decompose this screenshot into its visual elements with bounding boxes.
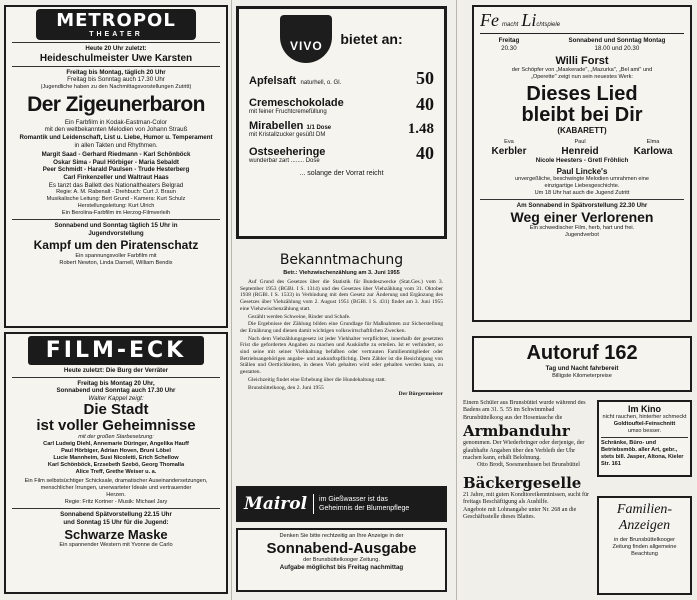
sonn-line: Aufgabe möglichst bis Freitag nachmittag [279,564,404,571]
familien-anzeigen-ad [597,496,692,595]
notice-paragraph: Nach dem Viehzählungsgesetz ist jeder Viehhalter verpflichtet, innerhalb der gesetzten Frist die geforderten Angaben zu machen und Auskünfte zu erteilen. Ist er verhindert, so sind seine mit seiner Viehhaltung befaßten oder vertrauten Familienmitglieder oder Betriebsangehörigen angabe- und auskunftspflichtig. Dem Zähler ist die Besichtigung von Ställen und Oertlichkeiten, in denen Vieh gehalten wird oder gehalten werden kann, zu gestatten. [240,335,443,376]
feli-logo [480,10,684,34]
vivo-item-qty: 1/1 Dose [306,125,332,131]
feli-line: einzigartige Liebesgeschichte. [544,182,620,189]
metropol-line: in allen Takten und Rhythmen. [74,141,158,149]
filmeck-name: FILM-ECK [45,338,187,363]
column-divider-left [231,0,232,600]
filmeck-line: Regie: Fritz Kortner - Musik: Michael Jary [64,499,168,506]
metropol-cast: Carl Finkenzeller und Waltraut Haas [63,173,169,181]
classified-text: Angebote mit Lohnangabe unter Nr. 268 an die Geschäftsstelle dieses Blattes. [463,506,577,521]
metropol-feature: Heideschulmeister Uwe Karsten [39,52,193,64]
feli-line: Am Sonnabend in Spätvorstellung 22.30 Uhr [516,201,648,209]
filmeck-line: Sonnabend und Sonntag auch 17.30 Uhr [56,387,176,395]
classified-heading: Bäckergeselle [463,473,582,492]
filmeck-line: Walter Kappel zeigt: [88,394,144,402]
feli-logo-part: Li [521,10,537,30]
mairol-ad [236,486,447,522]
kino-line: Schränke, Büro- und Betriebsmöb. aller Art, gebr., stets bill. Jasper, Altona, Kieler Str. 161 [601,440,684,467]
metropol-line: (Jugendliche haben zu den Nachmittagsvorstellungen Zutritt) [40,83,192,90]
metropol-line: Freitag bis Sonntag auch 17.30 Uhr [67,76,165,84]
notice-paragraph: Gezählt werden Schweine, Rinder und Schafe. [248,313,351,320]
vivo-item-price: 40 [416,94,434,114]
classified-heading: Armbanduhr [463,422,570,441]
metropol-line: Herstellungsleitung: Kurt Ulrich [77,203,155,210]
vivo-item-name: Mirabellen [249,120,304,132]
feli-lichtspiele-ad [472,5,692,322]
vivo-item-price: 1.48 [407,121,434,137]
notice-date: Brunsbüttelkoog, den 2. Juni 1955 [248,384,324,391]
classified-text: genommen. Der Wiederbringer oder derjenige, der glaubhafte Angaben über den Verbleib der Uhr machen kann, erhält Belohnung. [463,440,585,462]
kino-line: nicht rauchen, hinterher schmeckt [602,414,687,420]
familien-line: in der Brunsbüttelkooger [614,537,675,543]
vivo-item-sub: mit feiner Fruchtcremefüllung [249,109,327,115]
autoruf-line: Billigste Kilometerpreise [552,372,612,379]
sonn-title: Sonnabend-Ausgabe [266,540,417,557]
vivo-ad [236,6,447,239]
mairol-brand: Mairol [238,494,314,514]
feli-line: Um 18 Uhr hat auch die Jugend Zutritt [534,189,630,196]
notice-paragraph: Gleichzeitig findet eine Erhebung über die Hundehaltung statt. [248,376,387,383]
vivo-item [239,68,444,89]
metropol-line: Freitag bis Montag, täglich 20 Uhr [66,68,166,76]
filmeck-cast: Lucie Mannheim, Susi Nicoletti, Erich Schellow [53,455,179,462]
vivo-item [239,143,444,164]
vivo-item-sub: wunderbar zart ........ Dose [249,158,320,164]
filmeck-banner [28,336,204,365]
metropol-line: Musikalische Leitung: Bert Grund - Kamera: Kurt Schulz [46,196,186,203]
feli-cast-last: Kerbler [491,146,527,158]
feli-line: unvergeßliche, beschwingte Melodien umrahmen eine [514,175,649,182]
feli-line: Nicole Heesters - Gretl Fröhlich [535,157,629,165]
filmeck-line: Sonnabend Spätvorstellung 22.15 Uhr [60,511,172,519]
metropol-line: Romantik und Leidenschaft, List u. Liebe, Humor u. Temperament [19,133,213,141]
classified-text: Otto Brodt, Soesmenhusen bei Brunsbüttel [477,462,580,469]
kino-title: Im Kino [628,404,661,414]
mairol-claim: im Gießwasser ist das [319,496,388,503]
metropol-cast: Oskar Sima - Paul Hörbiger - Maria Sebaldt [53,158,179,166]
vivo-footer: ... solange der Vorrat reicht [299,170,384,177]
notice-signature: Der Bürgermeister [398,391,443,398]
classifieds-column [463,400,594,595]
autoruf-title: Autoruf 162 [526,342,638,364]
sonnabend-ausgabe-ad [236,528,447,592]
metropol-subtitle: THEATER [89,31,143,38]
filmeck-line: und Sonntag 15 Uhr für die Jugend: [63,518,169,526]
feli-day: Freitag [498,37,520,44]
vivo-tagline: bietet an: [340,31,403,47]
feli-logo-part: chtspiele [536,22,561,28]
sonn-line: der Brunsbüttelkooger Zeitung. [303,557,380,563]
vivo-item [239,120,444,138]
vivo-item-sub: naturhell, o. Gl. [300,80,342,86]
feli-cast-first: Eva [504,139,514,146]
metropol-title-2: Kampf um den Piratenschatz [33,238,199,253]
column-divider-right [456,0,457,600]
feli-title: Dieses Lied [526,83,638,106]
feli-line: der Schöpfer von „Maskerade", „Mazurka", „Bel ami" und [511,67,653,74]
feli-logo-part: Fe [480,10,499,30]
filmeck-title: ist voller Geheimnisse [36,417,196,435]
classified-text: Einem Schüler aus Brunsbüttel wurde während des Badens am 31. 5. 55 im Schwimmbad Brunsbüttelkoog aus der Hosentasche die [463,400,586,421]
metropol-banner [36,9,196,40]
feli-time: 18.00 und 20.30 [594,44,640,52]
vivo-item-name: Ostseeheringe [249,146,326,158]
metropol-line: Ein Berolina-Farbfilm im Herzog-Filmverleih [61,210,171,217]
vivo-item-price: 40 [416,143,434,163]
metropol-cast: Peer Schmidt - Harald Paulsen - Trude Hesterberg [42,166,190,174]
filmeck-title: Die Stadt [83,401,149,419]
metropol-line: Sonnabend und Sonntag täglich 15 Uhr in [54,222,178,230]
kino-line: Goldtouftel-Feinschnitt [613,421,676,427]
kino-line: umso besser. [627,428,662,434]
familien-line: Zeitung finden allgemeine [612,544,677,550]
filmeck-line: Heute zuletzt: Die Burg der Verräter [63,367,169,374]
filmeck-cast: Carl Ludwig Diehl, Annemarie Düringer, Angelika Hauff [43,441,189,448]
feli-line: „Operette" zeigt nun sein neuestes Werk: [530,74,633,81]
feli-line: Paul Lincke's [556,166,608,176]
vivo-brand: VIVO [290,39,323,53]
feli-title: bleibt bei Dir [521,104,643,127]
feli-cast-first: Elma [646,139,660,146]
filmeck-line: mit der großen Starbesetzung: [78,434,154,441]
metropol-line: Jugendvorstellung [88,229,144,237]
vivo-shield-logo [280,15,332,63]
feli-cast-first: Paul [574,139,586,146]
filmeck-cast: Karl Schönböck, Erzsebeth Szebö, Georg Thomalla [47,462,185,469]
notice-subject: Betr.: Viehzwischenzählung am 3. Juni 1955 [283,270,400,276]
filmeck-ad [4,332,228,594]
autoruf-ad [472,336,692,392]
metropol-line: Ein Farbfilm in Kodak-Eastman-Color [64,118,168,126]
filmeck-title-3: Schwarze Maske [64,526,168,542]
autoruf-line: Tag und Nacht fahrbereit [545,365,619,372]
feli-logo-part: macht [501,22,519,28]
filmeck-line: Ein spannender Western mit Yvonne de Carlo [59,541,173,548]
metropol-title: Der Zigeunerbaron [27,92,205,116]
notice-paragraph: Die Ergebnisse der Zählung bilden eine Grundlage für Maßnahmen zur Sicherstellung der Ernährung und dienen damit wichtigen volkswirtschaftlichen Zwecken. [240,321,443,334]
im-kino-ad [597,400,692,477]
filmeck-cast: Paul Hörbiger, Adrian Hoven, Bruni Löbel [61,448,171,455]
metropol-line: Ein spannungsvoller Farbfilm mit [75,253,157,260]
notice-paragraph: Auf Grund des Gesetzes über die Statistik für Bundeszwecke (Stat.Ges.) vom 3. September 1953 (BGBl. I S. 1314) und des Gesetzes über Viehzählung vom 31. Oktober 1938 (RGBl. I S. 1533) in Verbindung mit dem Gesetz zur Änderung und Ergänzung des Gesetzes über Viehzählung vom 2. August 1951 (BGBl. I S. 431) findet am 3. Juni 1955 eine Viehzwischenzählung statt. [240,279,443,312]
familien-title: Familien- [616,502,673,517]
filmeck-line: menschlicher Irrungen, unerwarteter Ideale und vertrauender [40,485,192,492]
vivo-item-name: Apfelsaft [249,75,297,87]
familien-line: Beachtung [631,551,658,557]
mairol-claim: Geheimnis der Blumenpflege [319,505,410,512]
feli-star: Willi Forst [555,55,609,68]
feli-day: Sonnabend und Sonntag Montag [568,37,666,44]
vivo-item-price: 50 [416,68,434,88]
feli-line: Jugendverbot [565,232,599,239]
bekanntmachung-notice [236,246,447,479]
vivo-item [239,94,444,115]
metropol-line: Regie: A. M. Rabenalt - Drehbuch: Curt J. Braun [56,189,176,196]
feli-subtitle: (KABARETT) [557,126,607,136]
feli-title-3: Weg einer Verlorenen [510,209,654,226]
filmeck-cast: Alice Treff, Grethe Weiser u. a. [75,469,157,476]
feli-cast-last: Karlowa [633,146,673,158]
notice-title: Bekanntmachung [279,252,404,268]
vivo-item-sub: mit Kristallzucker gesüßt DM [249,132,326,138]
metropol-ad [4,5,228,328]
metropol-cast: Margit Saad - Gerhard Riedmann - Karl Schönböck [41,151,191,159]
feli-time: 20.30 [501,44,517,52]
feli-cast-last: Henreid [561,146,599,158]
metropol-line: Es tanzt das Ballett des Nationaltheaters Belgrad [48,181,184,189]
metropol-line: mit den weltbekannten Melodien von Johann Strauß [44,126,188,134]
filmeck-line: Freitag bis Montag 20 Uhr, [77,379,155,387]
familien-title: Anzeigen [618,518,671,533]
metropol-line: Heute 20 Uhr zuletzt: [85,45,147,52]
feli-line: Ein schwedischer Film, herb, hart und frei. [529,225,635,232]
filmeck-line: Ein Film selbstsüchtiger Schicksale, dramatischer Auseinandersetzungen, [24,478,208,485]
metropol-name: METROPOL [56,10,176,31]
sonn-line: Denken Sie bitte rechtzeitig an Ihre Anzeige in der [279,533,404,539]
vivo-item-name: Cremeschokolade [249,97,344,109]
filmeck-line: Herzen. [106,492,126,499]
metropol-line: Robert Newton, Linda Darnell, William Bendix [59,260,173,267]
classified-text: 21 Jahre, mit guten Konditoreikenntnissen, sucht für freitags Beschäftigung als Aushilfe. [463,491,589,506]
